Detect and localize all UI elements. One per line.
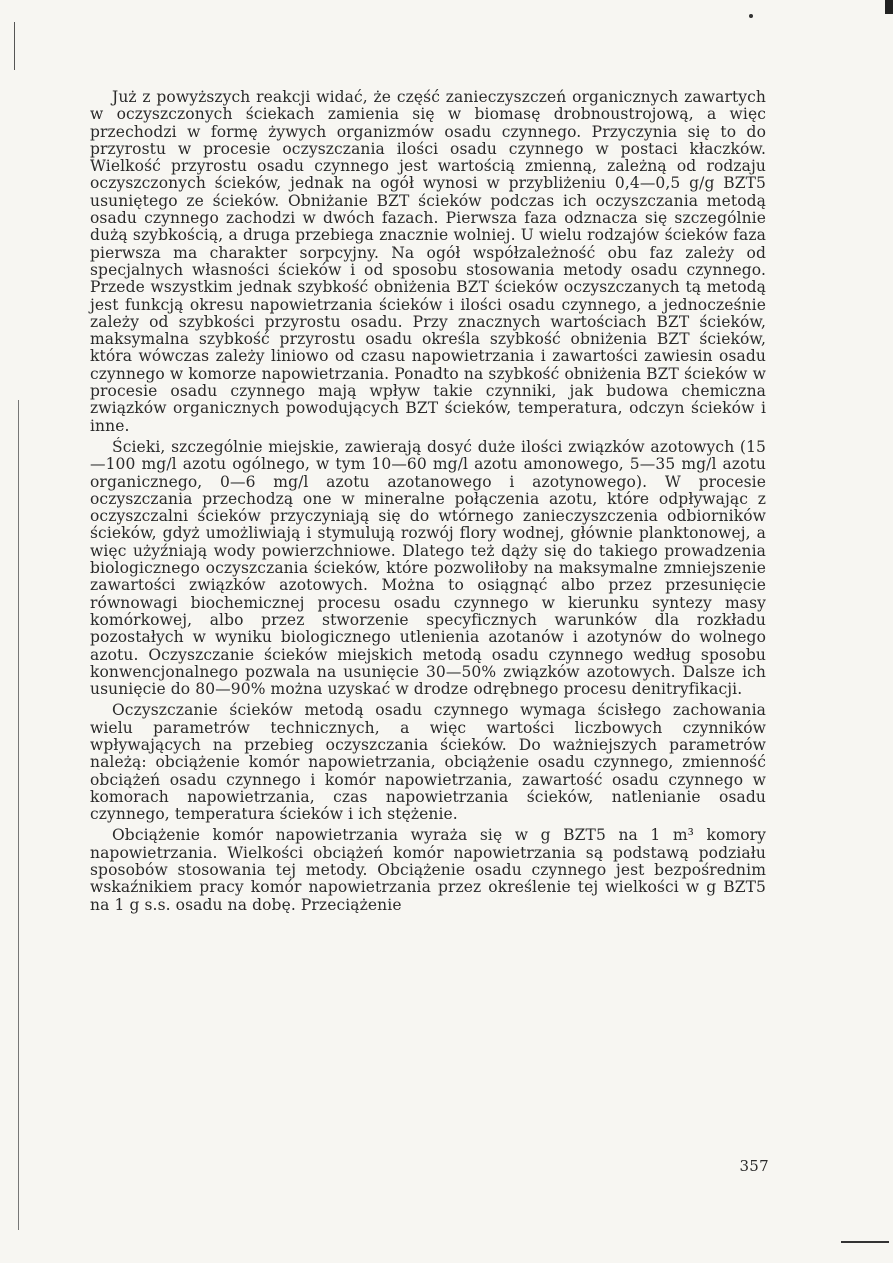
paragraph-nitrogen-compounds: Ścieki, szczególnie miejskie, zawierają dosyć duże ilości związków azotowych (15—100 mg/l azotu ogólnego, w tym 10—60 mg/l azotu amonowego, 5—35 mg/l azotu organicznego, 0—6 mg/l azotu azotanowego i azotynowego). W procesie oczyszczania przechodzą one w mineralne połączenia azotu, które odpływając z oczyszczalni ścieków przyczyniają się do wtórnego zanieczyszczenia odbiorników ścieków, gdyż umożliwiają i stymulują rozwój flory wodnej, głównie planktonowej, a więc użyźniają wody powierzchniowe. Dlatego też dąży się do takiego prowadzenia biologicznego oczyszczania ścieków, które pozwoliłoby na maksymalne zmniejszenie zawartości związków azotowych. Można to osiągnąć albo przez przesunięcie równowagi biochemicznej procesu osadu czynnego w kierunku syntezy masy komórkowej, albo przez stworzenie specyficznych warunków dla rozkładu pozostałych w wyniku biologicznego utlenienia azotanów i azotynów do wolnego azotu. Oczyszczanie ścieków miejskich metodą osadu czynnego według sposobu konwencjonalnego pozwala na usunięcie 30—50% związków azotowych. Dalsze ich usunięcie do 80—90% można uzyskać w drodze odrębnego procesu denitryfikacji. xyxy=(90,437,766,699)
scan-dust-dot xyxy=(749,14,753,18)
scan-binding-line xyxy=(18,400,19,1230)
scan-edge-mark xyxy=(14,22,15,70)
page-number: 357 xyxy=(739,1157,769,1175)
paragraph-chamber-load: Obciążenie komór napowietrzania wyraża się w g BZT5 na 1 m³ komory napowietrzania. Wielkości obciążeń komór napowietrzania są podstawą podziału sposobów stosowania tej metody. Obciążenie osadu czynnego jest bezpośrednim wskaźnikiem pracy komór napowietrzania przez określenie tej wielkości w g BZT5 na 1 g s.s. osadu na dobę. Przeciążenie xyxy=(90,826,766,914)
page-body xyxy=(90,89,766,914)
paragraph-technical-parameters: Oczyszczanie ścieków metodą osadu czynnego wymaga ścisłego zachowania wielu parametrów technicznych, a więc wartości liczbowych czynników wpływających na przebieg oczyszczania ścieków. Do ważniejszych parametrów należą: obciążenie komór napowietrzania, obciążenie osadu czynnego, zmienność obciążeń osadu czynnego i komór napowietrzania, zawartość osadu czynnego w komorach napowietrzania, czas napowietrzania ścieków, natlenianie osadu czynnego, temperatura ścieków i ich stężenie. xyxy=(90,701,766,824)
scan-edge-line xyxy=(841,1241,889,1243)
paragraph-sludge-growth: Już z powyższych reakcji widać, że część zanieczyszczeń organicznych zawartych w oczyszczonych ściekach zamienia się w biomasę drobnoustrojową, a więc przechodzi w formę żywych organizmów osadu czynnego. Przyczynia się to do przyrostu w procesie oczyszczania ilości osadu czynnego w postaci kłaczków. Wielkość przyrostu osadu czynnego jest wartością zmienną, zależną od rodzaju oczyszczonych ścieków, jednak na ogół wynosi w przybliżeniu 0,4—0,5 g/g BZT5 usuniętego ze ścieków. Obniżanie BZT ścieków podczas ich oczyszczania metodą osadu czynnego zachodzi w dwóch fazach. Pierwsza faza odznacza się szczególnie dużą szybkością, a druga przebiega znacznie wolniej. U wielu rodzajów ścieków faza pierwsza ma charakter sorpcyjny. Na ogół współzależność obu faz zależy od specjalnych własności ścieków i od sposobu stosowania metody osadu czynnego. Przede wszystkim jednak szybkość obniżenia BZT ścieków oczyszczanych tą metodą jest funkcją okresu napowietrzania ścieków i ilości osadu czynnego, a jednocześnie zależy od szybkości przyrostu osadu. Przy znacznych wartościach BZT ścieków, maksymalna szybkość przyrostu osadu określa szybkość obniżenia BZT ścieków, która wówczas zależy liniowo od czasu napowietrzania i zawartości zawiesin osadu czynnego w komorze napowietrzania. Ponadto na szybkość obniżenia BZT ścieków w procesie osadu czynnego mają wpływ takie czynniki, jak budowa chemiczna związków organicznych powodujących BZT ścieków, temperatura, odczyn ścieków i inne. xyxy=(90,88,766,435)
scan-corner-mark xyxy=(885,0,893,14)
